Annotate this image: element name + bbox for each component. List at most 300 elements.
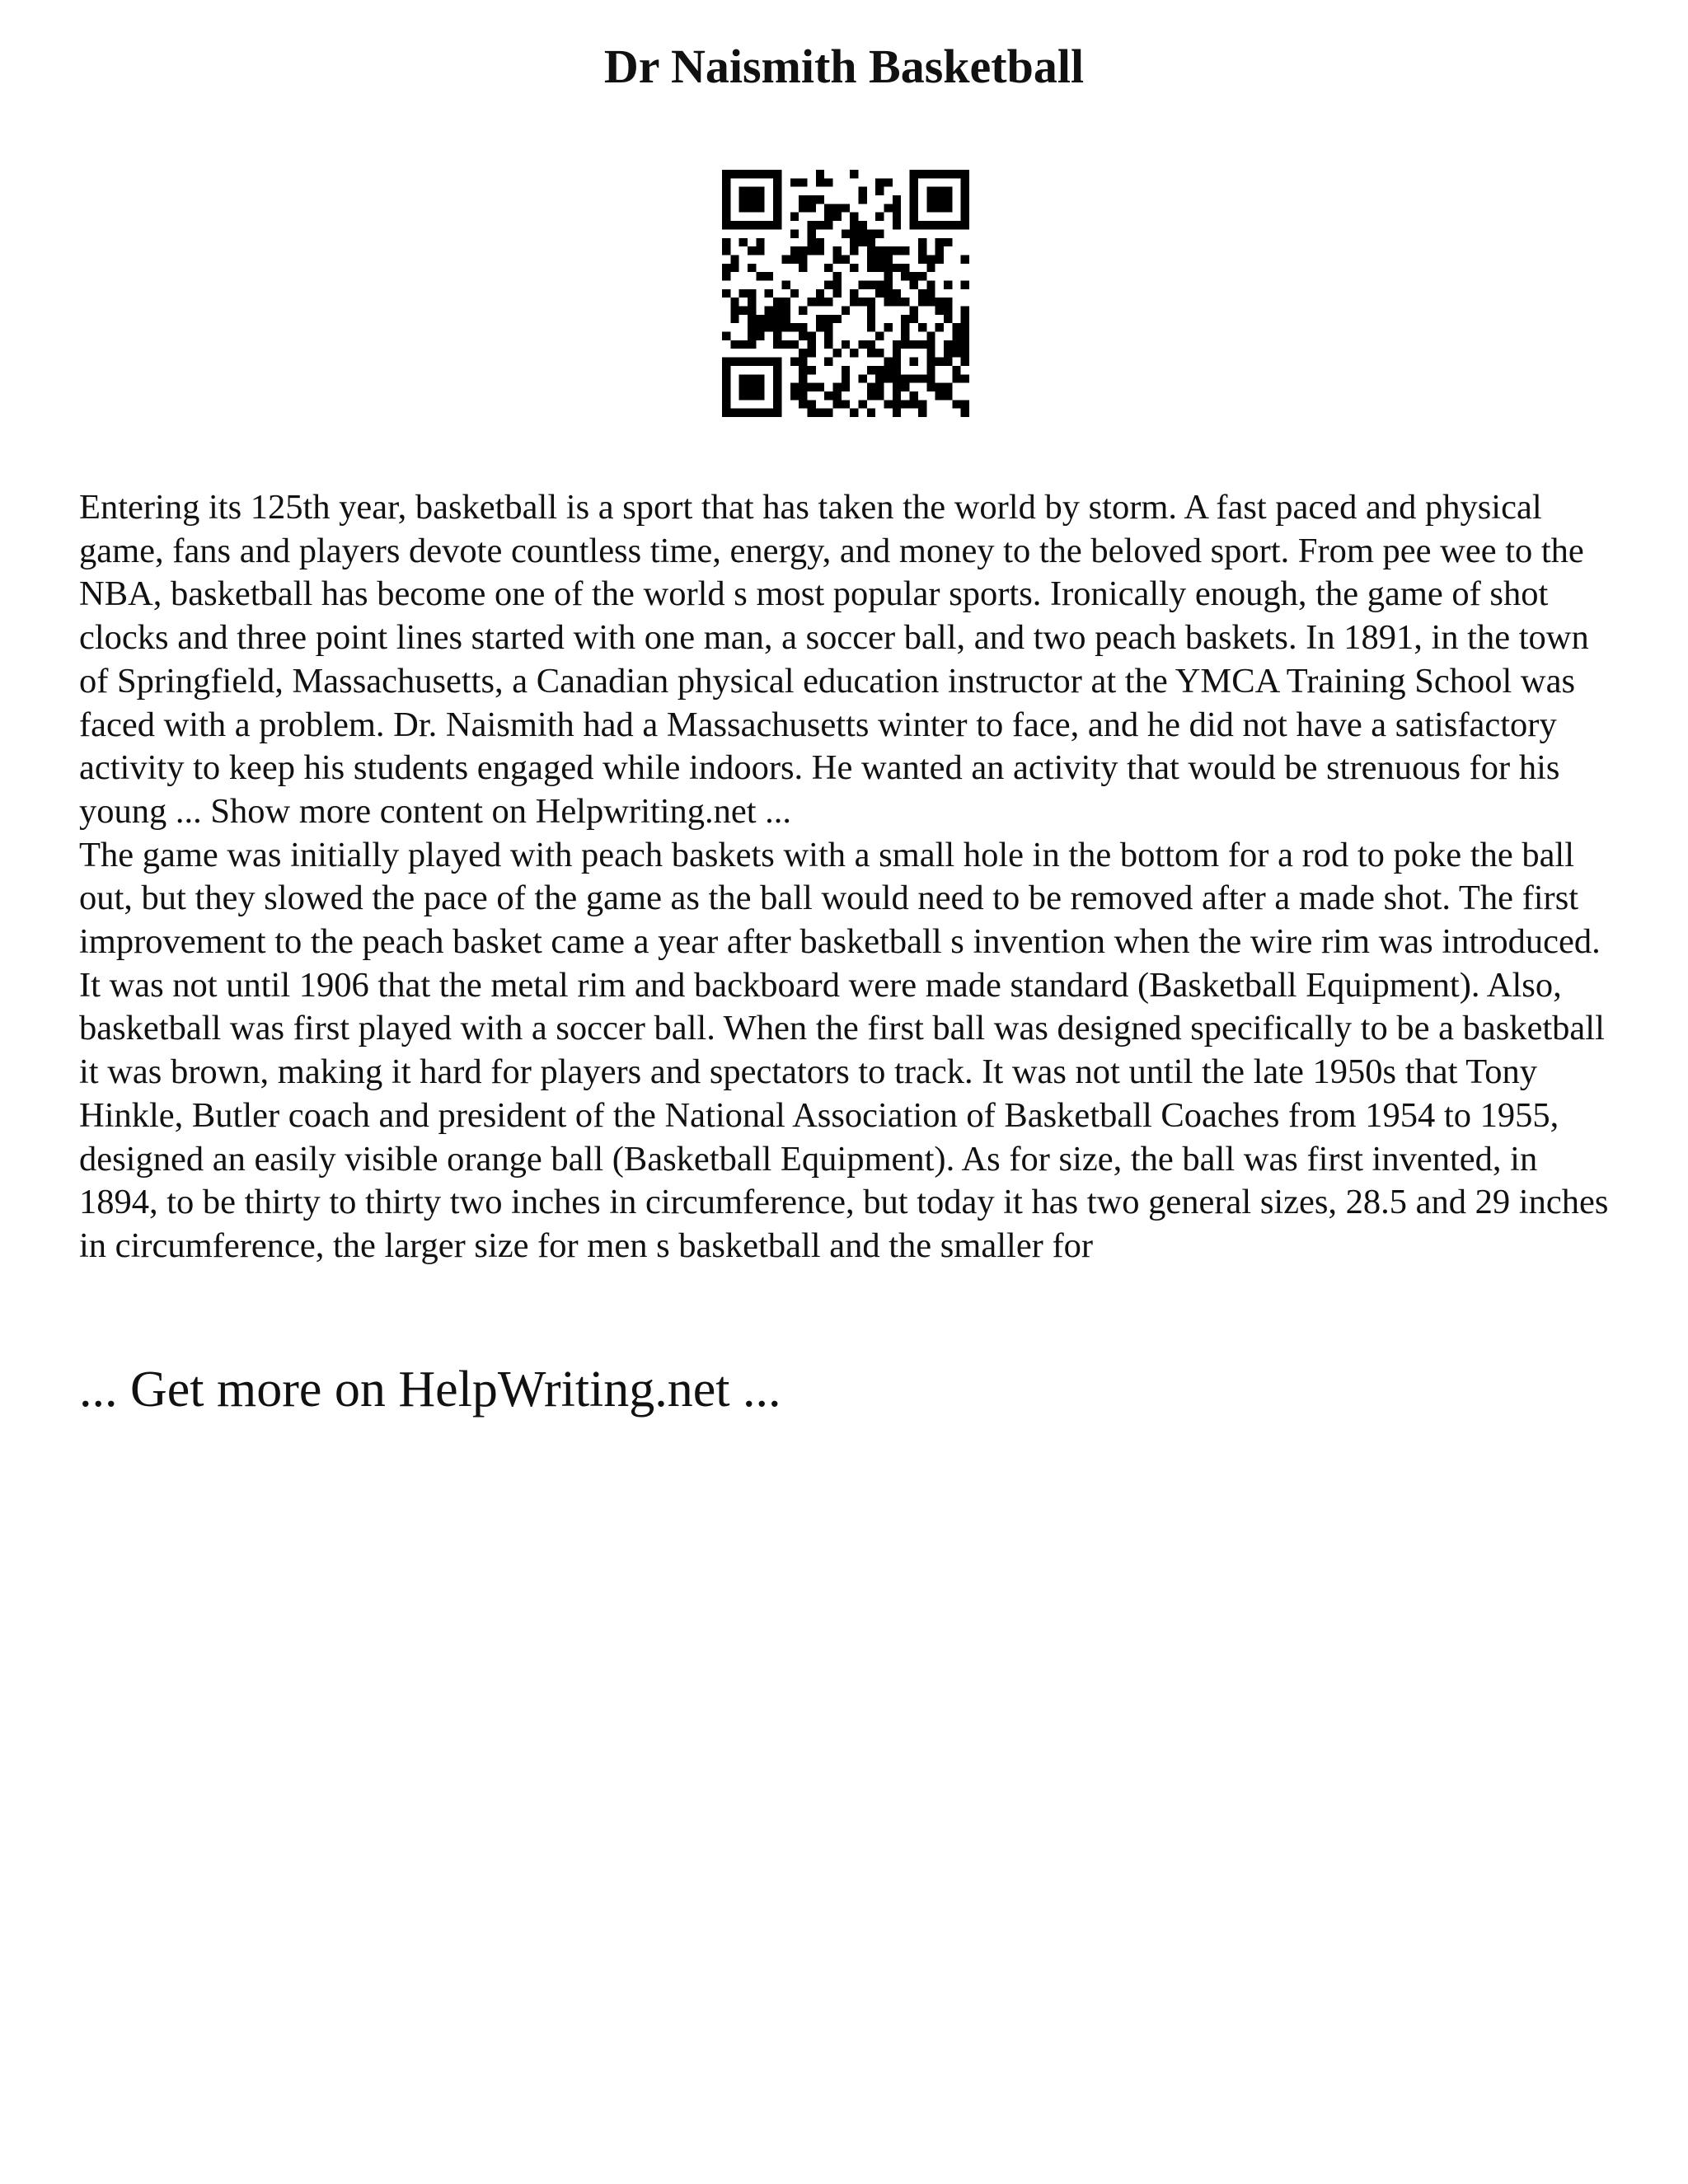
qr-module [832,204,841,212]
qr-module [748,187,756,195]
qr-module [781,323,790,331]
qr-module [893,366,901,374]
qr-module [935,383,944,391]
qr-module [944,391,952,400]
qr-module [756,246,764,255]
qr-module [722,264,730,272]
qr-module [765,307,773,315]
qr-module [935,307,944,315]
qr-module [944,187,952,195]
qr-module [875,391,884,400]
qr-module [739,195,748,204]
qr-module [944,238,952,246]
qr-module [944,221,952,229]
qr-module [850,298,858,306]
qr-module [926,195,935,204]
qr-module [773,315,781,323]
qr-module [773,221,781,229]
qr-module [935,238,944,246]
qr-module [884,358,893,366]
qr-module [859,238,867,246]
qr-module [773,195,781,204]
qr-module [944,307,952,315]
get-more-link[interactable]: ... Get more on HelpWriting.net ... [79,1361,781,1418]
qr-module [850,229,858,237]
qr-module [952,221,960,229]
qr-module [748,323,756,331]
qr-module [859,195,867,204]
qr-module [799,332,807,340]
qr-module [799,358,807,366]
qr-module [859,298,867,306]
qr-module [739,307,748,315]
qr-module [944,280,952,288]
qr-module [867,323,875,331]
qr-module [773,178,781,186]
qr-module [730,221,738,229]
qr-module [722,213,730,221]
qr-module [884,366,893,374]
qr-module [893,391,901,400]
qr-module [765,170,773,178]
qr-module [824,221,832,229]
qr-module [867,280,875,288]
qr-module [730,358,738,366]
qr-module [773,170,781,178]
qr-module [926,221,935,229]
qr-module [756,323,764,331]
qr-module [790,178,799,186]
qr-module [901,383,909,391]
qr-module [893,195,901,204]
qr-module [748,409,756,417]
qr-module [875,255,884,263]
qr-module [790,255,799,263]
qr-module [765,289,773,298]
qr-module [816,170,824,178]
qr-module [893,340,901,349]
qr-module [773,187,781,195]
qr-module [944,349,952,357]
qr-module [722,195,730,204]
qr-module [850,246,858,255]
qr-module [765,323,773,331]
qr-module [952,349,960,357]
qr-module [918,272,926,280]
qr-module [850,238,858,246]
paragraph-2: The game was initially played with peach baskets with a small hole in the bottom for a rod to poke the ball out, but they slowed the pace of the game as the ball would need to be removed after a made shot. The first improvement to the peach basket came a year after basketball s invention when the wire rim was introduced. It was not until 1906 that the metal rim and backboard were made standard (Basketball Equipment). Also, basketball was first played with a soccer ball. When the first ball was designed specifically to be a basketball it was brown, making it hard for players and spectators to track. It was not until the late 1950s that Tony Hinkle, Butler coach and president of the National Association of Basketball Coaches from 1954 to 1955, designed an easily visible orange ball (Basketball Equipment). As for size, the ball was first invented, in 1894, to be thirty to thirty two inches in circumference, but today it has two general sizes, 28.5 and 29 inches in circumference, the larger size for men s basketball and the smaller for [79,835,1609,1265]
qr-module [918,289,926,298]
qr-module [748,221,756,229]
qr-module [748,340,756,349]
qr-module [739,204,748,212]
qr-module [824,332,832,340]
qr-module [926,298,935,306]
qr-module [722,272,730,280]
qr-module [773,204,781,212]
qr-module [807,383,815,391]
qr-module [773,409,781,417]
qr-module [893,246,901,255]
qr-module [893,289,901,298]
qr-module [867,391,875,400]
qr-module [875,280,884,288]
qr-module [807,229,815,237]
qr-module [832,255,841,263]
qr-module [739,374,748,382]
qr-module [910,374,918,382]
qr-module [875,229,884,237]
qr-module [816,246,824,255]
qr-module [722,246,730,255]
qr-module [867,307,875,315]
qr-module [926,374,935,382]
qr-module [722,289,730,298]
qr-module [773,298,781,306]
qr-module [739,289,748,298]
qr-module [952,374,960,382]
qr-module [926,366,935,374]
qr-module [773,307,781,315]
qr-module [884,298,893,306]
qr-module [867,264,875,272]
qr-module [867,246,875,255]
qr-module [910,315,918,323]
qr-module [918,400,926,408]
qr-module [859,221,867,229]
qr-module [901,298,909,306]
qr-module [790,213,799,221]
qr-module [832,383,841,391]
qr-module [961,358,969,366]
page-title: Dr Naismith Basketball [603,40,1085,93]
qr-module [926,383,935,391]
qr-module [756,391,764,400]
qr-module [884,374,893,382]
qr-module [935,323,944,331]
qr-module [952,366,960,374]
qr-module [832,315,841,323]
qr-module [944,340,952,349]
qr-module [901,332,909,340]
qr-module [850,170,858,178]
qr-module [935,391,944,400]
qr-module [961,332,969,340]
qr-module [952,400,960,408]
qr-module [781,298,790,306]
qr-module [832,349,841,357]
qr-module [799,383,807,391]
qr-module [799,255,807,263]
qr-module [910,213,918,221]
qr-module [807,221,815,229]
qr-module [842,307,850,315]
qr-module [832,246,841,255]
qr-module [918,298,926,306]
qr-module [799,391,807,400]
qr-module [893,383,901,391]
qr-module [807,238,815,246]
qr-module [910,195,918,204]
qr-module [722,332,730,340]
qr-module [748,170,756,178]
qr-module [842,204,850,212]
qr-module [910,358,918,366]
qr-module [901,374,909,382]
qr-module [926,204,935,212]
qr-module [807,409,815,417]
qr-module [918,238,926,246]
qr-module [859,187,867,195]
qr-module [730,315,738,323]
qr-module [893,374,901,382]
qr-module [799,307,807,315]
qr-module [756,187,764,195]
qr-module [926,332,935,340]
qr-module [722,409,730,417]
qr-module [739,391,748,400]
qr-module [799,366,807,374]
qr-module [867,255,875,263]
qr-module [875,332,884,340]
qr-module [739,221,748,229]
qr-module [790,340,799,349]
qr-module [935,358,944,366]
qr-module [910,187,918,195]
qr-module [901,340,909,349]
qr-module [748,298,756,306]
qr-module [961,178,969,186]
qr-module [773,323,781,331]
qr-module [875,246,884,255]
qr-module [944,358,952,366]
qr-module [807,195,815,204]
qr-module [722,391,730,400]
qr-module [926,255,935,263]
qr-module [893,409,901,417]
qr-module [739,358,748,366]
qr-module [961,204,969,212]
qr-module [781,315,790,323]
qr-module [765,409,773,417]
qr-module [739,409,748,417]
qr-module [722,204,730,212]
qr-module [832,280,841,288]
qr-module [867,298,875,306]
qr-module [799,349,807,357]
qr-module [944,315,952,323]
qr-module [807,332,815,340]
qr-module [961,349,969,357]
qr-module [893,349,901,357]
qr-module [790,358,799,366]
qr-module [842,374,850,382]
qr-module [730,255,738,263]
qr-module [867,349,875,357]
qr-module [961,340,969,349]
qr-module [859,229,867,237]
qr-module [824,264,832,272]
qr-module [901,400,909,408]
qr-module [961,400,969,408]
qr-module [748,195,756,204]
qr-module [961,213,969,221]
qr-module [816,221,824,229]
qr-module [901,315,909,323]
qr-module [910,272,918,280]
qr-module [748,289,756,298]
qr-module [824,280,832,288]
qr-module [730,264,738,272]
qr-module [859,400,867,408]
qr-module [901,264,909,272]
qr-module [773,366,781,374]
qr-module [893,400,901,408]
qr-module [824,391,832,400]
qr-module [807,246,815,255]
qr-module [832,272,841,280]
qr-module [756,195,764,204]
qr-module [918,170,926,178]
qr-module [773,358,781,366]
qr-module [748,332,756,340]
qr-module [842,383,850,391]
qr-module [918,246,926,255]
qr-code-graphic [722,170,969,417]
qr-module [926,340,935,349]
qr-module [816,315,824,323]
qr-module [961,280,969,288]
qr-module [850,264,858,272]
qr-module [875,178,884,186]
qr-module [926,280,935,288]
qr-module [893,221,901,229]
qr-module [756,383,764,391]
qr-module [918,374,926,382]
qr-module [850,289,858,298]
qr-module [884,280,893,288]
qr-module [926,264,935,272]
qr-module [722,238,730,246]
qr-module [867,229,875,237]
qr-module [910,391,918,400]
qr-module [944,170,952,178]
qr-module [765,221,773,229]
qr-module [935,255,944,263]
qr-module [824,358,832,366]
qr-module [816,195,824,204]
qr-module [756,204,764,212]
qr-module [850,409,858,417]
qr-module [799,264,807,272]
qr-module [824,178,832,186]
qr-module [824,315,832,323]
qr-module [935,298,944,306]
qr-module [739,187,748,195]
qr-module [722,383,730,391]
qr-module [739,170,748,178]
qr-module [918,221,926,229]
qr-module [816,238,824,246]
qr-module [910,178,918,186]
qr-module [867,383,875,391]
qr-module [824,409,832,417]
qr-module [790,323,799,331]
qr-module [918,340,926,349]
qr-module [773,213,781,221]
qr-module [952,170,960,178]
qr-module [961,221,969,229]
qr-module [722,358,730,366]
qr-module [816,409,824,417]
qr-module [748,307,756,315]
qr-module [773,383,781,391]
qr-module [901,323,909,331]
qr-module [730,307,738,315]
qr-module [859,280,867,288]
qr-module [893,298,901,306]
qr-module [799,400,807,408]
qr-module [842,340,850,349]
qr-module [748,374,756,382]
qr-module [756,272,764,280]
qr-module [961,315,969,323]
qr-module [884,323,893,331]
qr-module [952,340,960,349]
qr-module [875,349,884,357]
qr-module [867,366,875,374]
qr-module [799,374,807,382]
qr-module [910,280,918,288]
qr-module [832,289,841,298]
qr-module [824,213,832,221]
qr-module [918,323,926,331]
qr-module [773,340,781,349]
qr-module [961,255,969,263]
qr-module [961,187,969,195]
qr-module [867,340,875,349]
qr-module [756,332,764,340]
qr-module [910,204,918,212]
qr-module [935,187,944,195]
qr-module [799,323,807,331]
qr-module [773,374,781,382]
qr-module [875,366,884,374]
qr-module [756,409,764,417]
qr-module [765,272,773,280]
qr-module [926,358,935,366]
qr-module [867,409,875,417]
qr-module [781,307,790,315]
qr-module [781,255,790,263]
qr-module [926,289,935,298]
qr-module [722,400,730,408]
qr-module [935,170,944,178]
qr-module [799,195,807,204]
qr-module [748,204,756,212]
qr-module [910,400,918,408]
qr-module [961,323,969,331]
qr-module [781,280,790,288]
qr-module [807,400,815,408]
qr-code-icon[interactable] [722,170,969,417]
qr-module [807,366,815,374]
qr-module [901,272,909,280]
qr-module [748,358,756,366]
qr-module [944,298,952,306]
qr-module [722,170,730,178]
qr-module [842,400,850,408]
